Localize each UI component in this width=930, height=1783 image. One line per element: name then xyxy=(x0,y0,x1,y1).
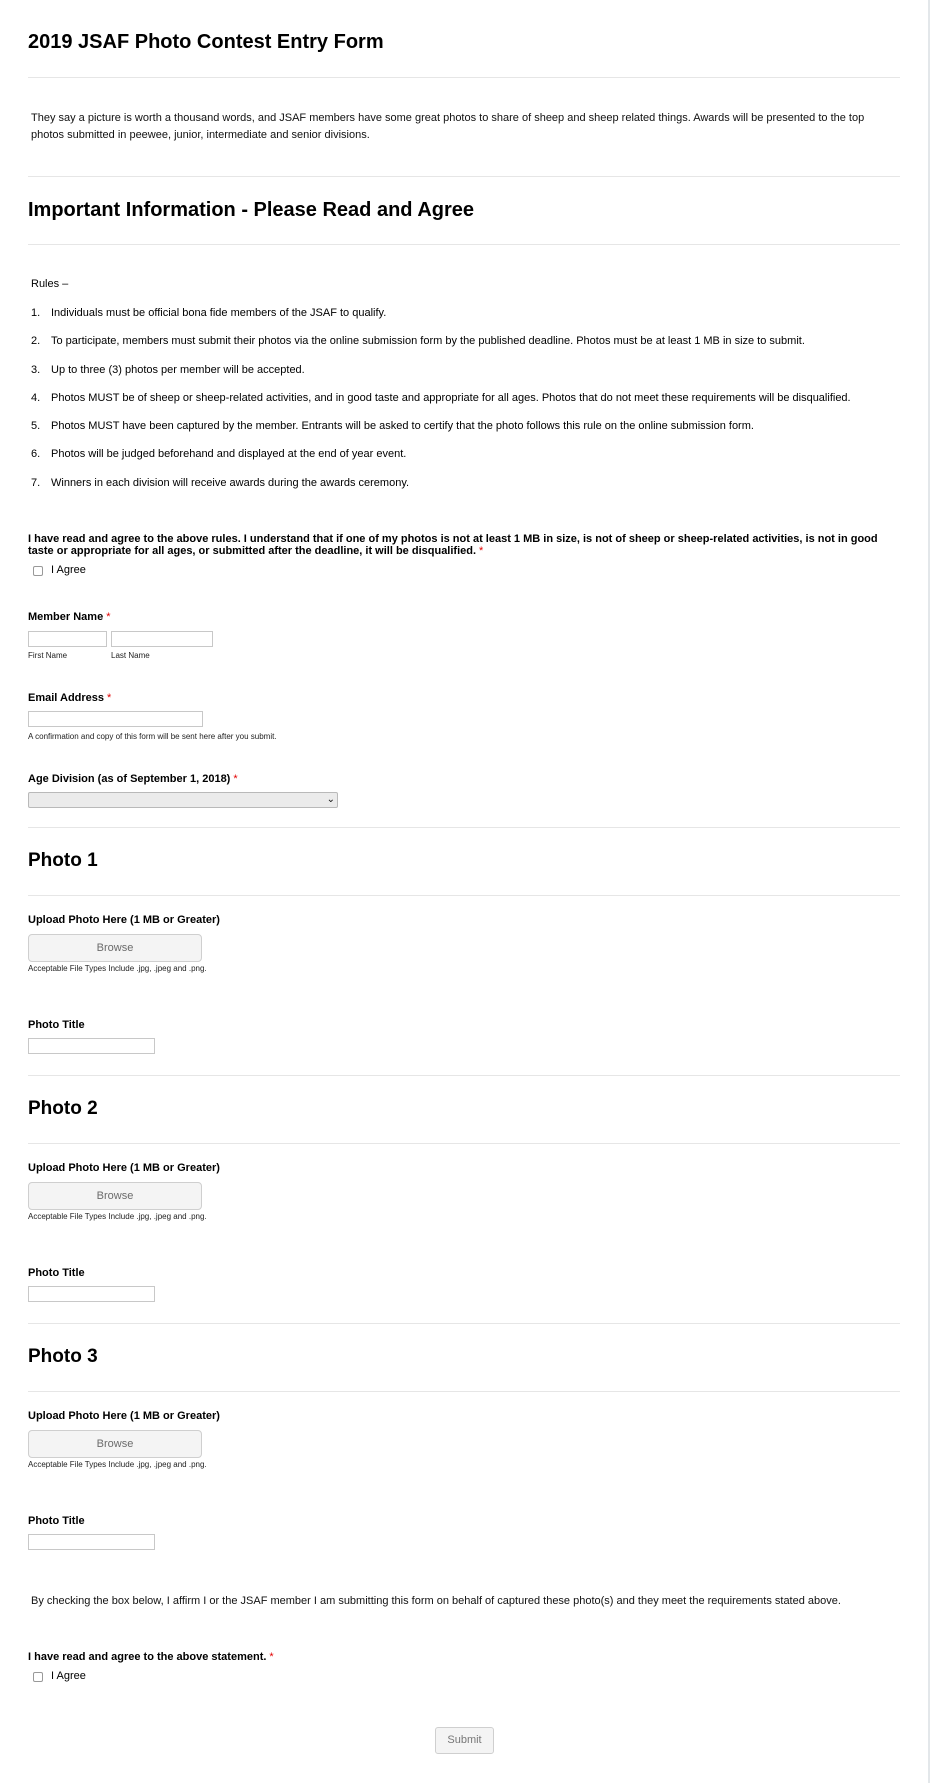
photo-2-upload-label: Upload Photo Here (1 MB or Greater) xyxy=(28,1162,220,1174)
photo-1-title-label: Photo Title xyxy=(28,1019,85,1031)
divider xyxy=(28,1143,900,1144)
intro-text: They say a picture is worth a thousand words, and JSAF members have some great photos to share of sheep and sheep related things. Awards will be presented to the top photos submitted in peewee, junior, intermediate and senior divisions. xyxy=(31,112,865,141)
email-label-text: Email Address xyxy=(28,692,105,704)
rule-text: Photos will be judged beforehand and displayed at the end of year event. xyxy=(51,448,407,460)
photo-3-title-input[interactable] xyxy=(28,1534,155,1550)
rule-text: Photos MUST have been captured by the member. Entrants will be asked to certify that the photo follows this rule on the online submission form. xyxy=(51,420,754,432)
rule-item xyxy=(28,392,900,406)
rule-text: Winners in each division will receive awards during the awards ceremony. xyxy=(51,477,410,489)
required-marker: * xyxy=(233,773,238,785)
submit-button[interactable]: Submit xyxy=(435,1727,494,1754)
statement-agree-option[interactable]: I Agree xyxy=(51,1670,86,1682)
required-marker: * xyxy=(106,611,111,623)
rules-agreement-label-text: I have read and agree to the above rules. I understand that if one of my photos is not at least 1 MB in size, is not of sheep or sheep-related activities, is not in good taste or appropriate for all ages, or submitted after the deadline, it will be disqualified. xyxy=(28,533,878,557)
divider xyxy=(28,1323,900,1324)
rule-number: 1. xyxy=(31,307,41,319)
divider xyxy=(28,895,900,896)
divider xyxy=(28,1075,900,1076)
rule-number: 2. xyxy=(31,335,41,347)
divider xyxy=(28,1391,900,1392)
rule-number: 6. xyxy=(31,448,41,460)
rule-text: Individuals must be official bona fide members of the JSAF to qualify. xyxy=(51,307,387,319)
rules-agreement-label xyxy=(28,533,900,557)
required-marker: * xyxy=(107,692,112,704)
divider xyxy=(28,176,900,177)
rule-number: 4. xyxy=(31,392,41,404)
photo-1-title-input[interactable] xyxy=(28,1038,155,1054)
rule-text: Up to three (3) photos per member will be accepted. xyxy=(51,364,305,376)
photo-2-browse-button[interactable]: Browse xyxy=(28,1182,202,1210)
photo-1-heading: Photo 1 xyxy=(28,850,98,871)
statement-agreement-label-text: I have read and agree to the above statement. xyxy=(28,1651,267,1663)
chevron-down-icon: ⌄ xyxy=(326,794,335,805)
photo-3-browse-button[interactable]: Browse xyxy=(28,1430,202,1458)
photo-3-heading: Photo 3 xyxy=(28,1346,98,1367)
rule-number: 3. xyxy=(31,364,41,376)
rule-item xyxy=(28,477,900,491)
age-division-label-text: Age Division (as of September 1, 2018) xyxy=(28,773,231,785)
rule-number: 7. xyxy=(31,477,41,489)
rule-item xyxy=(28,307,900,321)
rule-text: Photos MUST be of sheep or sheep-related activities, and in good taste and appropriate for all ages. Photos that do not meet these requirements will be disqualified. xyxy=(51,392,851,404)
email-sublabel: A confirmation and copy of this form will be sent here after you submit. xyxy=(28,732,277,741)
photo-2-heading: Photo 2 xyxy=(28,1098,98,1119)
rule-item xyxy=(28,335,900,349)
email-input[interactable] xyxy=(28,711,203,727)
photo-1-file-hint: Acceptable File Types Include .jpg, .jpeg and .png. xyxy=(28,964,207,973)
photo-1-browse-button[interactable]: Browse xyxy=(28,934,202,962)
age-division-label xyxy=(28,773,238,785)
first-name-sublabel: First Name xyxy=(28,651,68,660)
photo-3-file-hint: Acceptable File Types Include .jpg, .jpeg and .png. xyxy=(28,1460,207,1469)
member-name-label-text: Member Name xyxy=(28,611,104,623)
age-division-select[interactable] xyxy=(28,792,338,808)
rules-agree-checkbox[interactable] xyxy=(33,566,43,576)
rules-label: Rules – xyxy=(31,278,69,290)
required-marker: * xyxy=(479,545,484,557)
required-marker: * xyxy=(269,1651,274,1663)
photo-3-title-label: Photo Title xyxy=(28,1515,85,1527)
photo-3-upload-label: Upload Photo Here (1 MB or Greater) xyxy=(28,1410,220,1422)
info-heading: Important Information - Please Read and Agree xyxy=(28,199,475,221)
form-title: 2019 JSAF Photo Contest Entry Form xyxy=(28,31,384,53)
photo-1-upload-label: Upload Photo Here (1 MB or Greater) xyxy=(28,914,220,926)
photo-2-file-hint: Acceptable File Types Include .jpg, .jpeg and .png. xyxy=(28,1212,207,1221)
photo-2-title-label: Photo Title xyxy=(28,1267,85,1279)
last-name-input[interactable] xyxy=(111,631,213,647)
email-label xyxy=(28,692,111,704)
statement-agree-checkbox[interactable] xyxy=(33,1672,43,1682)
rule-item xyxy=(28,448,900,462)
rule-item xyxy=(28,420,900,434)
rule-item xyxy=(28,364,900,378)
member-name-label xyxy=(28,611,110,623)
statement-agreement-label xyxy=(28,1651,274,1663)
photo-2-title-input[interactable] xyxy=(28,1286,155,1302)
last-name-sublabel: Last Name xyxy=(111,651,150,660)
rule-number: 5. xyxy=(31,420,41,432)
rules-agree-option[interactable]: I Agree xyxy=(51,564,86,576)
first-name-input[interactable] xyxy=(28,631,107,647)
divider xyxy=(28,244,900,245)
divider xyxy=(28,77,900,78)
rule-text: To participate, members must submit their photos via the online submission form by the published deadline. Photos must be at least 1 MB in size to submit. xyxy=(51,335,805,347)
divider xyxy=(28,827,900,828)
affirmation-text: By checking the box below, I affirm I or the JSAF member I am submitting this form on behalf of captured these photo(s) and they meet the requirements stated above. xyxy=(31,1595,841,1607)
